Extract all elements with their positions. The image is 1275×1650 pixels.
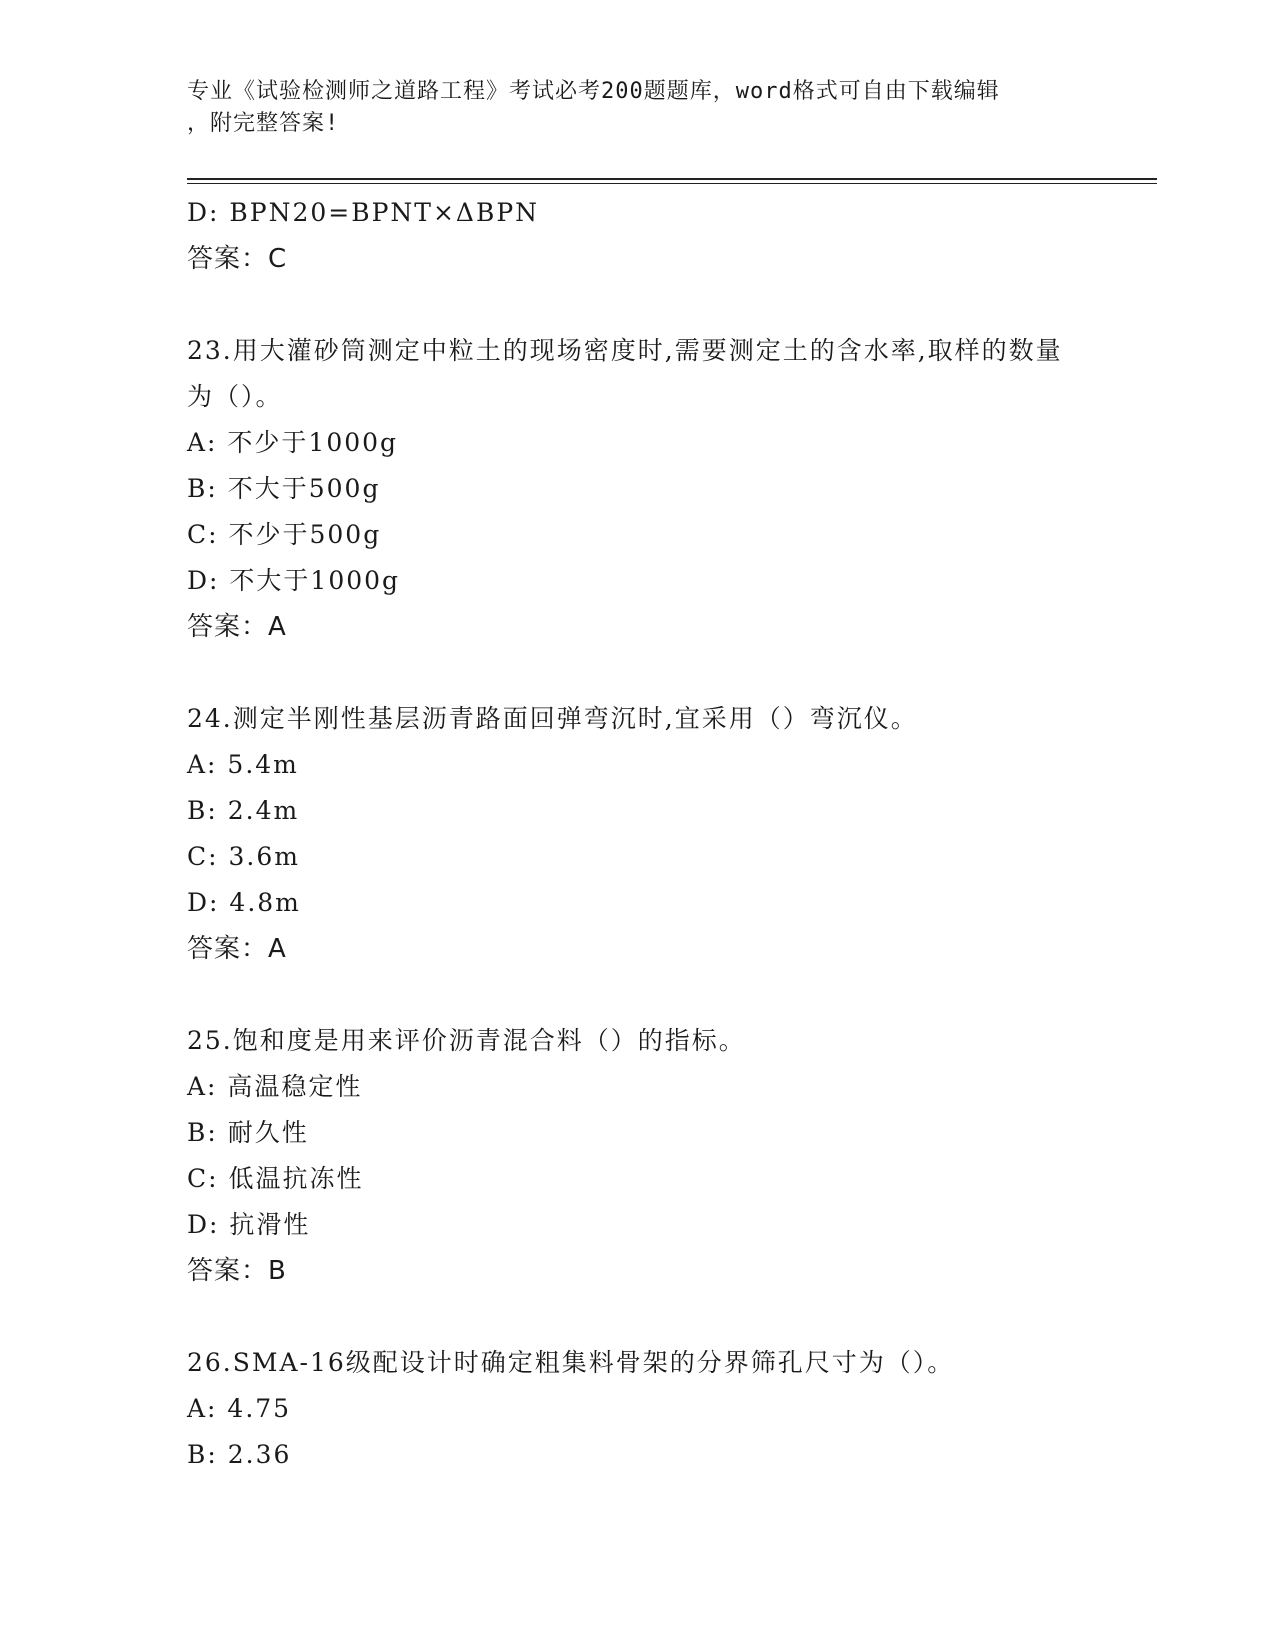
answer-line: 答案：C (187, 244, 288, 274)
spacer (187, 1294, 1087, 1340)
question-stem: 24.测定半刚性基层沥青路面回弹弯沉时,宜采用（）弯沉仪。 (187, 704, 918, 733)
question-stem: 23.用大灌砂筒测定中粒土的现场密度时,需要测定土的含水率,取样的数量为（）。 (187, 336, 1063, 411)
question-25 (187, 1018, 1087, 1294)
option-d: D: 4.8m (187, 888, 301, 917)
option-b: B: 耐久性 (187, 1118, 309, 1147)
header-divider-thick (187, 178, 1157, 180)
option-c: C: 不少于500g (187, 520, 382, 549)
header-line-2: ，附完整答案! (187, 111, 340, 136)
question-stem: 25.饱和度是用来评价沥青混合料（）的指标。 (187, 1026, 746, 1055)
option-d: D: 抗滑性 (187, 1210, 311, 1239)
option-a: A: 不少于1000g (187, 428, 399, 457)
option-b: B: 不大于500g (187, 474, 381, 503)
answer-line: 答案：B (187, 1256, 287, 1286)
question-22-tail (187, 190, 1087, 282)
question-26 (187, 1340, 1087, 1478)
answer-line: 答案：A (187, 934, 287, 964)
option-d: D: BPN20=BPNT×ΔBPN (187, 198, 540, 227)
option-a: A: 4.75 (187, 1394, 292, 1423)
option-b: B: 2.4m (187, 796, 300, 825)
question-24 (187, 696, 1087, 972)
option-d: D: 不大于1000g (187, 566, 401, 595)
question-stem: 26.SMA-16级配设计时确定粗集料骨架的分界筛孔尺寸为（）。 (187, 1348, 955, 1377)
option-b: B: 2.36 (187, 1440, 292, 1469)
option-a: A: 5.4m (187, 750, 299, 779)
header-line-1: 专业《试验检测师之道路工程》考试必考200题题库，word格式可自由下载编辑 (187, 79, 1000, 104)
option-a: A: 高温稳定性 (187, 1072, 363, 1101)
option-c: C: 3.6m (187, 842, 300, 871)
spacer (187, 650, 1087, 696)
document-header (187, 76, 1087, 140)
option-c: C: 低温抗冻性 (187, 1164, 364, 1193)
spacer (187, 282, 1087, 328)
question-list (187, 190, 1087, 1478)
spacer (187, 972, 1087, 1018)
question-23 (187, 328, 1087, 650)
header-divider-thin (187, 183, 1157, 184)
answer-line: 答案：A (187, 612, 287, 642)
